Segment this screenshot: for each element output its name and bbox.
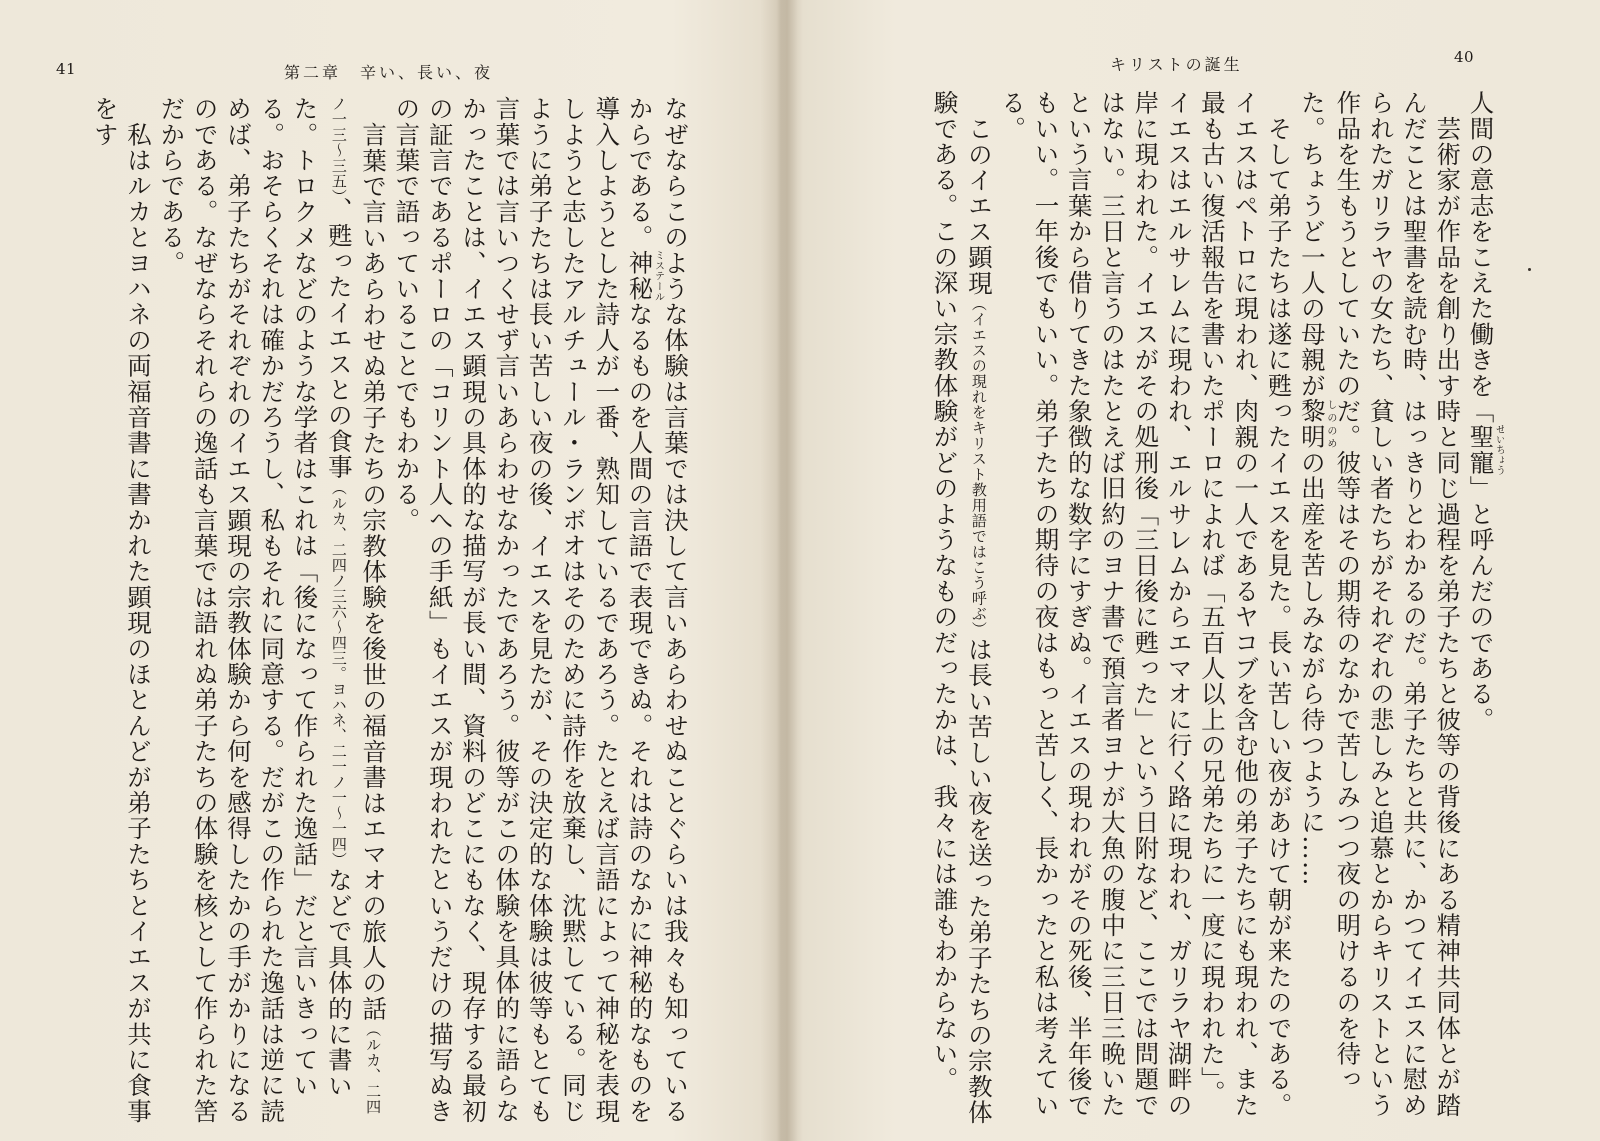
text-run: 言葉で言いあらわせぬ弟子たちの宗教体験を後世の福音書はエマオの旅人の話 — [359, 121, 389, 1022]
text-run: 人間の意志をこえた働きを「 — [1466, 90, 1496, 425]
text-run: は長い苦しい夜を送った弟子たちの宗教体験である。この深い宗教体験がどのようなものだったかは、我々には誰もわからない。 — [930, 90, 994, 1125]
paragraph — [392, 96, 690, 1124]
ruby-text: しののめ — [1324, 398, 1336, 450]
text-run: の出産を苦しみながら待つように…… — [1297, 449, 1327, 887]
text-run: 芸術家が作品を創り出す時と同じ過程を弟子たちと彼等の背後にある精神共同体とが踏んだことは聖書を読む時、はっきりとわかるのだ。弟子たちと共に、かつてイエスに慰められたガリラヤの女たち、貧しい者たちがそれぞれの悲しみと追慕とからキリストという作品を生もうとしていたのだ。彼等はその期待のなかで苦しみつつ夜の明けるのを待った。ちょうど一人の母親が — [1297, 90, 1463, 1119]
text-run: 、甦ったイエスとの食事 — [324, 197, 354, 480]
body-text-right — [854, 90, 1504, 1125]
paper-speck — [1528, 268, 1531, 271]
ruby-base: 黎明 — [1297, 398, 1327, 450]
ruby-text: ミステール — [652, 250, 664, 302]
paragraph — [1466, 90, 1504, 733]
paragraph — [157, 96, 388, 1124]
text-run: 」と呼んだのである。 — [1466, 475, 1496, 733]
text-run: なるものを人間の言語で表現できぬ。それは詩のなかに神秘的なものを導入しようとした詩人が一番、熟知しているであろう。たとえば言語によって神秘を表現しようと志したアルチュール・ランボオはそのために詩作を放棄し、沈黙している。同じように弟子たちは長い苦しい夜の後、イエスを見たが、その決定的な体験は彼等もとても言葉では言いつくせず言いあらわせなかったであろう。彼等がこの体験を具体的に語らなかったことは、イエス顕現の具体的な描写が長い間、資料のどこにもなく、現存する最初の証言であるポーロの「コリント人への手紙」もイエスが現われたというだけの描写ぬきの言葉で語っていることでもわかる。 — [392, 96, 655, 1125]
page-number-left: 41 — [56, 60, 77, 78]
paragraph — [1298, 90, 1462, 1118]
paragraph: そして弟子たちは遂に甦ったイエスを見た。長い苦しい夜があけて朝が来たのである。イエスはペトロに現われ、肉親の一人であるヤコブを含む他の弟子たちにも現われ、また最も古い復活報告を書いたポーロによれば「五百人以上の兄弟たちに一度に現われた」。イエスはエルサレムに現われ、エルサレムからエマオに行く路に現われ、ガリラヤ湖畔の岸に現われた。イエスがその処刑後「三日後に甦った」という日附など、ここでは問題ではない。三日と言うのはたとえば旧約のヨナ書で預言者ヨナが大魚の腹中に三日三晩いたという言葉から借りてきた象徴的な数字にすぎぬ。イエスの現われがその死後、半年後でもいい。一年後でもいい。弟子たちの期待の夜はもっと苦しく、長かったと私は考えている。 — [998, 90, 1294, 1119]
scripture-reference: （ルカ、二四ノ一三〜三五） — [329, 96, 383, 1115]
text-run: なぜならこのような体験は言葉では決して言いあらわせぬことぐらいは我々も知っているからである。 — [625, 96, 690, 1124]
running-head-left: 第二章 辛い、長い、夜 — [284, 63, 494, 82]
right-page — [780, 0, 1600, 1141]
ruby-base: 神秘 — [625, 250, 655, 302]
text-run: このイエス顕現 — [964, 115, 994, 296]
ruby-annotation — [1466, 424, 1504, 476]
text-run: などで具体的に書いた。トロクメなどのような学者はこれは「後になって作られた逸話」だと言いきっている。おそらくそれは確かだろうし、私もそれに同意する。だがこの作られた逸話は逆に読めば、弟子たちがそれぞれのイエス顕現の宗教体験から何を感得したかの手がかりになるのである。なぜならそれらの逸話も言葉では語れぬ弟子たちの体験を核として作られた筈だからである。 — [157, 96, 354, 1124]
ruby-text: せいちょう — [1493, 424, 1504, 476]
parenthetical-note: （イエスの現れをキリスト教用語ではこう呼ぶ） — [969, 295, 988, 637]
running-head-right: キリストの誕生 — [1110, 55, 1243, 74]
paragraph: 私はルカとヨハネの両福音書に書かれた顕現のほとんどが弟子たちとイエスが共に食事をす — [90, 96, 154, 1125]
page-number-right: 40 — [1454, 48, 1475, 66]
ruby-annotation — [625, 250, 664, 302]
paragraph — [931, 90, 994, 1125]
left-page — [0, 0, 780, 1141]
body-text-left — [86, 96, 692, 1126]
ruby-base: 聖寵 — [1466, 424, 1496, 476]
ruby-annotation — [1297, 398, 1336, 450]
scripture-reference: （ルカ、二四ノ三六〜四三。ヨハネ、二一ノ一〜一四） — [329, 479, 348, 868]
